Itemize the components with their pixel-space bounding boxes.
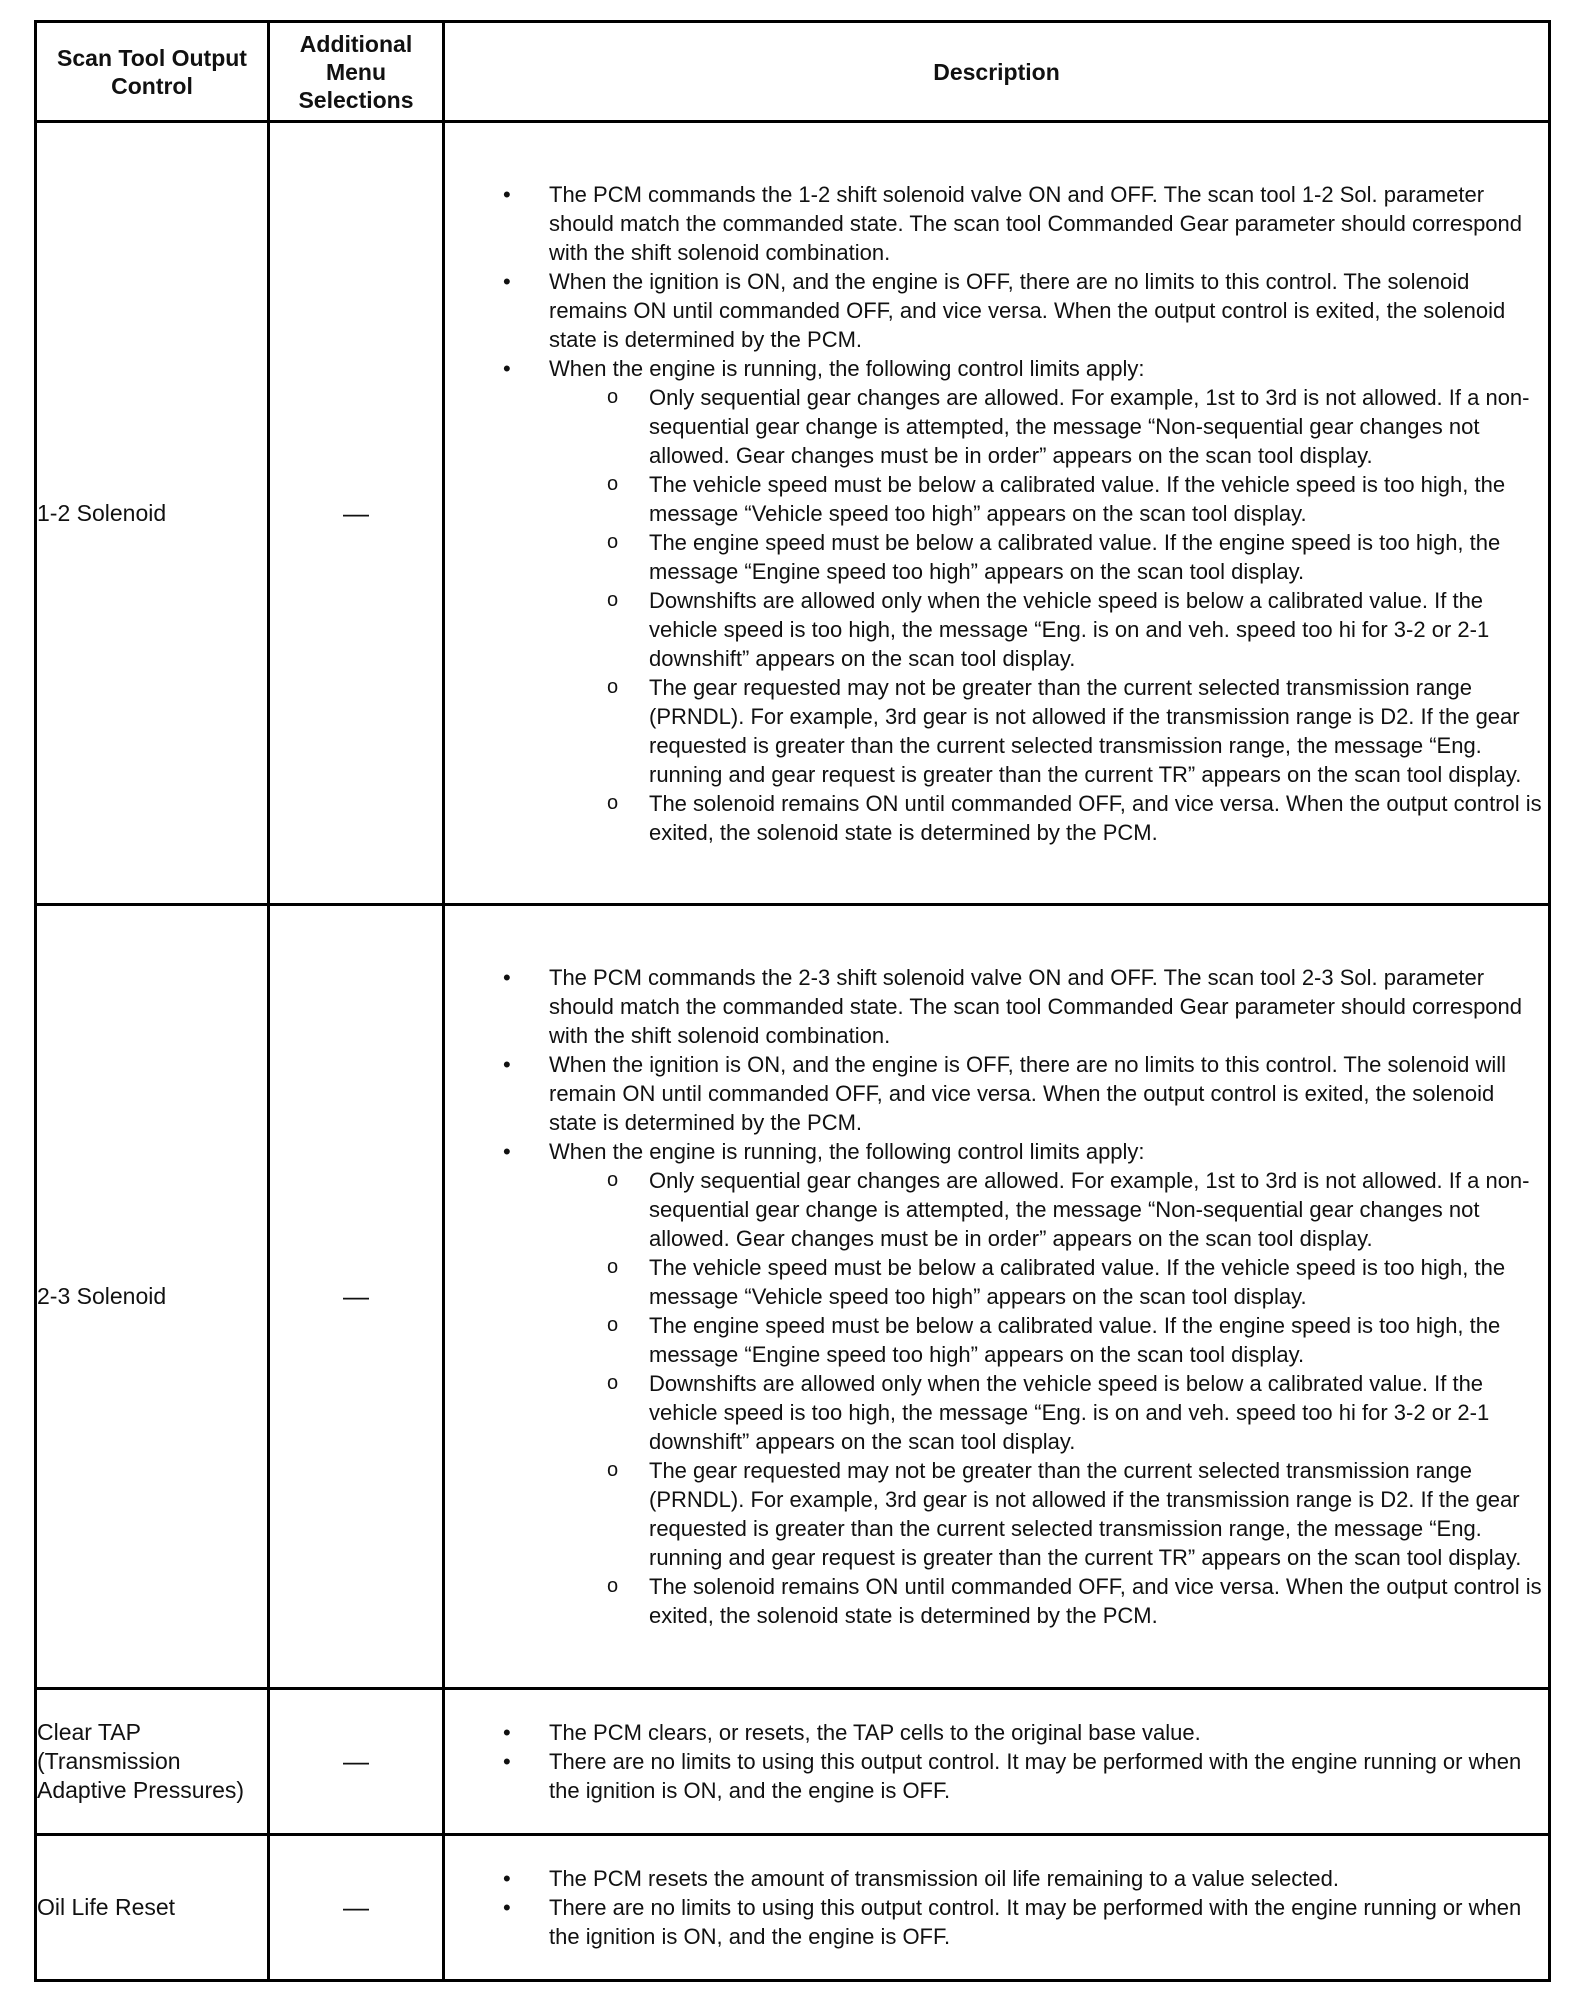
bullet-icon: • <box>503 1720 511 1745</box>
sub-bullet-item <box>449 586 1548 673</box>
bullet-item <box>445 1747 1548 1805</box>
bullet-item <box>445 1050 1548 1137</box>
sub-bullet-item <box>449 1456 1548 1572</box>
header-additional-menu-selections: Additional Menu Selections <box>269 22 444 122</box>
circle-bullet-icon: o <box>607 588 619 611</box>
circle-bullet-icon: o <box>607 472 619 495</box>
bullet-item <box>445 1864 1548 1893</box>
sub-bullet-text: Only sequential gear changes are allowed. For example, 1st to 3rd is not allowed. If a non-sequential gear change is attempted, the message “Non-sequential gear changes not allowed. Gear changes must be in order” appears on the scan tool display. <box>649 384 1530 468</box>
bullet-item <box>445 267 1548 354</box>
sub-bullet-text: The vehicle speed must be below a calibrated value. If the vehicle speed is too high, the message “Vehicle speed too high” appears on the scan tool display. <box>649 471 1506 526</box>
table-row <box>36 1835 1550 1981</box>
sub-bullet-text: Only sequential gear changes are allowed. For example, 1st to 3rd is not allowed. If a non-sequential gear change is attempted, the message “Non-sequential gear changes not allowed. Gear changes must be in order” appears on the scan tool display. <box>649 1168 1530 1251</box>
sub-bullet-item <box>449 1311 1548 1369</box>
sub-bullet-text: The vehicle speed must be below a calibrated value. If the vehicle speed is too high, the message “Vehicle speed too high” appears on the scan tool display. <box>649 1255 1506 1309</box>
circle-bullet-icon: o <box>607 1459 619 1481</box>
header-scan-tool-output-control: Scan Tool Output Control <box>36 22 269 122</box>
output-control-table <box>34 20 1551 1982</box>
bullet-icon: • <box>503 1139 511 1164</box>
sub-bullet-text: The gear requested may not be greater than the current selected transmission range (PRNDL). For example, 3rd gear is not allowed if the transmission range is D2. If the gear requested is greater than the current selected transmission range, the message “Eng. running and gear request is greater than the current TR” appears on the scan tool display. <box>649 1458 1522 1570</box>
control-name: Oil Life Reset <box>36 1835 269 1981</box>
bullet-icon: • <box>503 355 511 381</box>
bullet-text: The PCM clears, or resets, the TAP cells to the original base value. <box>549 1720 1201 1745</box>
sub-bullet-text: The gear requested may not be greater than the current selected transmission range (PRNDL). For example, 3rd gear is not allowed if the transmission range is D2. If the gear requested is greater than the current selected transmission range, the message “Eng. running and gear request is greater than the current TR” appears on the scan tool display. <box>649 674 1522 787</box>
bullet-icon: • <box>503 1866 511 1891</box>
table-row <box>36 1689 1550 1835</box>
sub-bullet-text: The engine speed must be below a calibrated value. If the engine speed is too high, the message “Engine speed too high” appears on the scan tool display. <box>649 1313 1501 1367</box>
sub-bullet-item <box>449 1253 1548 1311</box>
table-row <box>36 122 1550 905</box>
sub-bullet-item <box>449 789 1548 847</box>
sub-bullet-text: Downshifts are allowed only when the vehicle speed is below a calibrated value. If the vehicle speed is too high, the message “Eng. is on and veh. speed too hi for 3-2 or 2-1 downshift” appears on the scan tool display. <box>649 587 1490 671</box>
bullet-icon: • <box>503 1749 511 1774</box>
bullet-icon: • <box>503 1895 511 1920</box>
menu-selection: — <box>269 122 444 905</box>
circle-bullet-icon: o <box>607 1256 619 1278</box>
bullet-text: There are no limits to using this output control. It may be performed with the engine running or when the ignition is ON, and the engine is OFF. <box>549 1749 1522 1803</box>
sub-bullet-item <box>449 1572 1548 1630</box>
sub-bullet-item <box>449 1369 1548 1456</box>
bullet-text: The PCM commands the 2-3 shift solenoid valve ON and OFF. The scan tool 2-3 Sol. parameter should match the commanded state. The scan tool Commanded Gear parameter should correspond with the shift solenoid combination. <box>549 965 1523 1048</box>
bullet-text: The PCM commands the 1-2 shift solenoid valve ON and OFF. The scan tool 1-2 Sol. parameter should match the commanded state. The scan tool Commanded Gear parameter should correspond with the shift solenoid combination. <box>549 181 1523 265</box>
menu-selection: — <box>269 1835 444 1981</box>
bullet-text: When the engine is running, the following control limits apply: <box>549 1139 1145 1164</box>
control-name: 1-2 Solenoid <box>36 122 269 905</box>
control-name: Clear TAP (Transmission Adaptive Pressures) <box>36 1689 269 1835</box>
description-cell <box>444 1835 1550 1981</box>
bullet-text: When the ignition is ON, and the engine is OFF, there are no limits to this control. The solenoid remains ON until commanded OFF, and vice versa. When the output control is exited, the solenoid state is determined by the PCM. <box>549 268 1506 352</box>
description-cell <box>444 122 1550 905</box>
table-row <box>36 905 1550 1689</box>
bullet-item <box>445 1718 1548 1747</box>
sub-bullet-item <box>449 1166 1548 1253</box>
sub-bullet-text: Downshifts are allowed only when the vehicle speed is below a calibrated value. If the vehicle speed is too high, the message “Eng. is on and veh. speed too hi for 3-2 or 2-1 downshift” appears on the scan tool display. <box>649 1371 1490 1454</box>
circle-bullet-icon: o <box>607 675 619 698</box>
sub-bullet-text: The engine speed must be below a calibrated value. If the engine speed is too high, the message “Engine speed too high” appears on the scan tool display. <box>649 529 1501 584</box>
bullet-icon: • <box>503 1052 511 1077</box>
description-cell <box>444 1689 1550 1835</box>
circle-bullet-icon: o <box>607 1372 619 1394</box>
description-cell <box>444 905 1550 1689</box>
control-name: 2-3 Solenoid <box>36 905 269 1689</box>
sub-bullet-item <box>449 470 1548 528</box>
bullet-item <box>445 354 1548 847</box>
circle-bullet-icon: o <box>607 1575 619 1597</box>
bullet-item <box>445 1137 1548 1630</box>
sub-bullet-item <box>449 673 1548 789</box>
sub-bullet-item <box>449 383 1548 470</box>
bullet-text: There are no limits to using this output control. It may be performed with the engine running or when the ignition is ON, and the engine is OFF. <box>549 1895 1522 1949</box>
menu-selection: — <box>269 1689 444 1835</box>
bullet-item <box>445 180 1548 267</box>
bullet-text: When the engine is running, the following control limits apply: <box>549 355 1145 381</box>
circle-bullet-icon: o <box>607 1169 619 1191</box>
header-description: Description <box>444 22 1550 122</box>
circle-bullet-icon: o <box>607 385 619 408</box>
sub-bullet-text: The solenoid remains ON until commanded OFF, and vice versa. When the output control is exited, the solenoid state is determined by the PCM. <box>649 1574 1542 1628</box>
bullet-icon: • <box>503 965 511 990</box>
bullet-icon: • <box>503 268 511 294</box>
sub-bullet-text: The solenoid remains ON until commanded OFF, and vice versa. When the output control is exited, the solenoid state is determined by the PCM. <box>649 790 1542 845</box>
bullet-item <box>445 963 1548 1050</box>
circle-bullet-icon: o <box>607 791 619 814</box>
bullet-icon: • <box>503 181 511 207</box>
menu-selection: — <box>269 905 444 1689</box>
circle-bullet-icon: o <box>607 1314 619 1336</box>
header-row <box>36 22 1550 122</box>
bullet-text: The PCM resets the amount of transmission oil life remaining to a value selected. <box>549 1866 1339 1891</box>
circle-bullet-icon: o <box>607 530 619 553</box>
bullet-item <box>445 1893 1548 1951</box>
sub-bullet-item <box>449 528 1548 586</box>
bullet-text: When the ignition is ON, and the engine is OFF, there are no limits to this control. The solenoid will remain ON until commanded OFF, and vice versa. When the output control is exited, the solenoid state is determined by the PCM. <box>549 1052 1507 1135</box>
